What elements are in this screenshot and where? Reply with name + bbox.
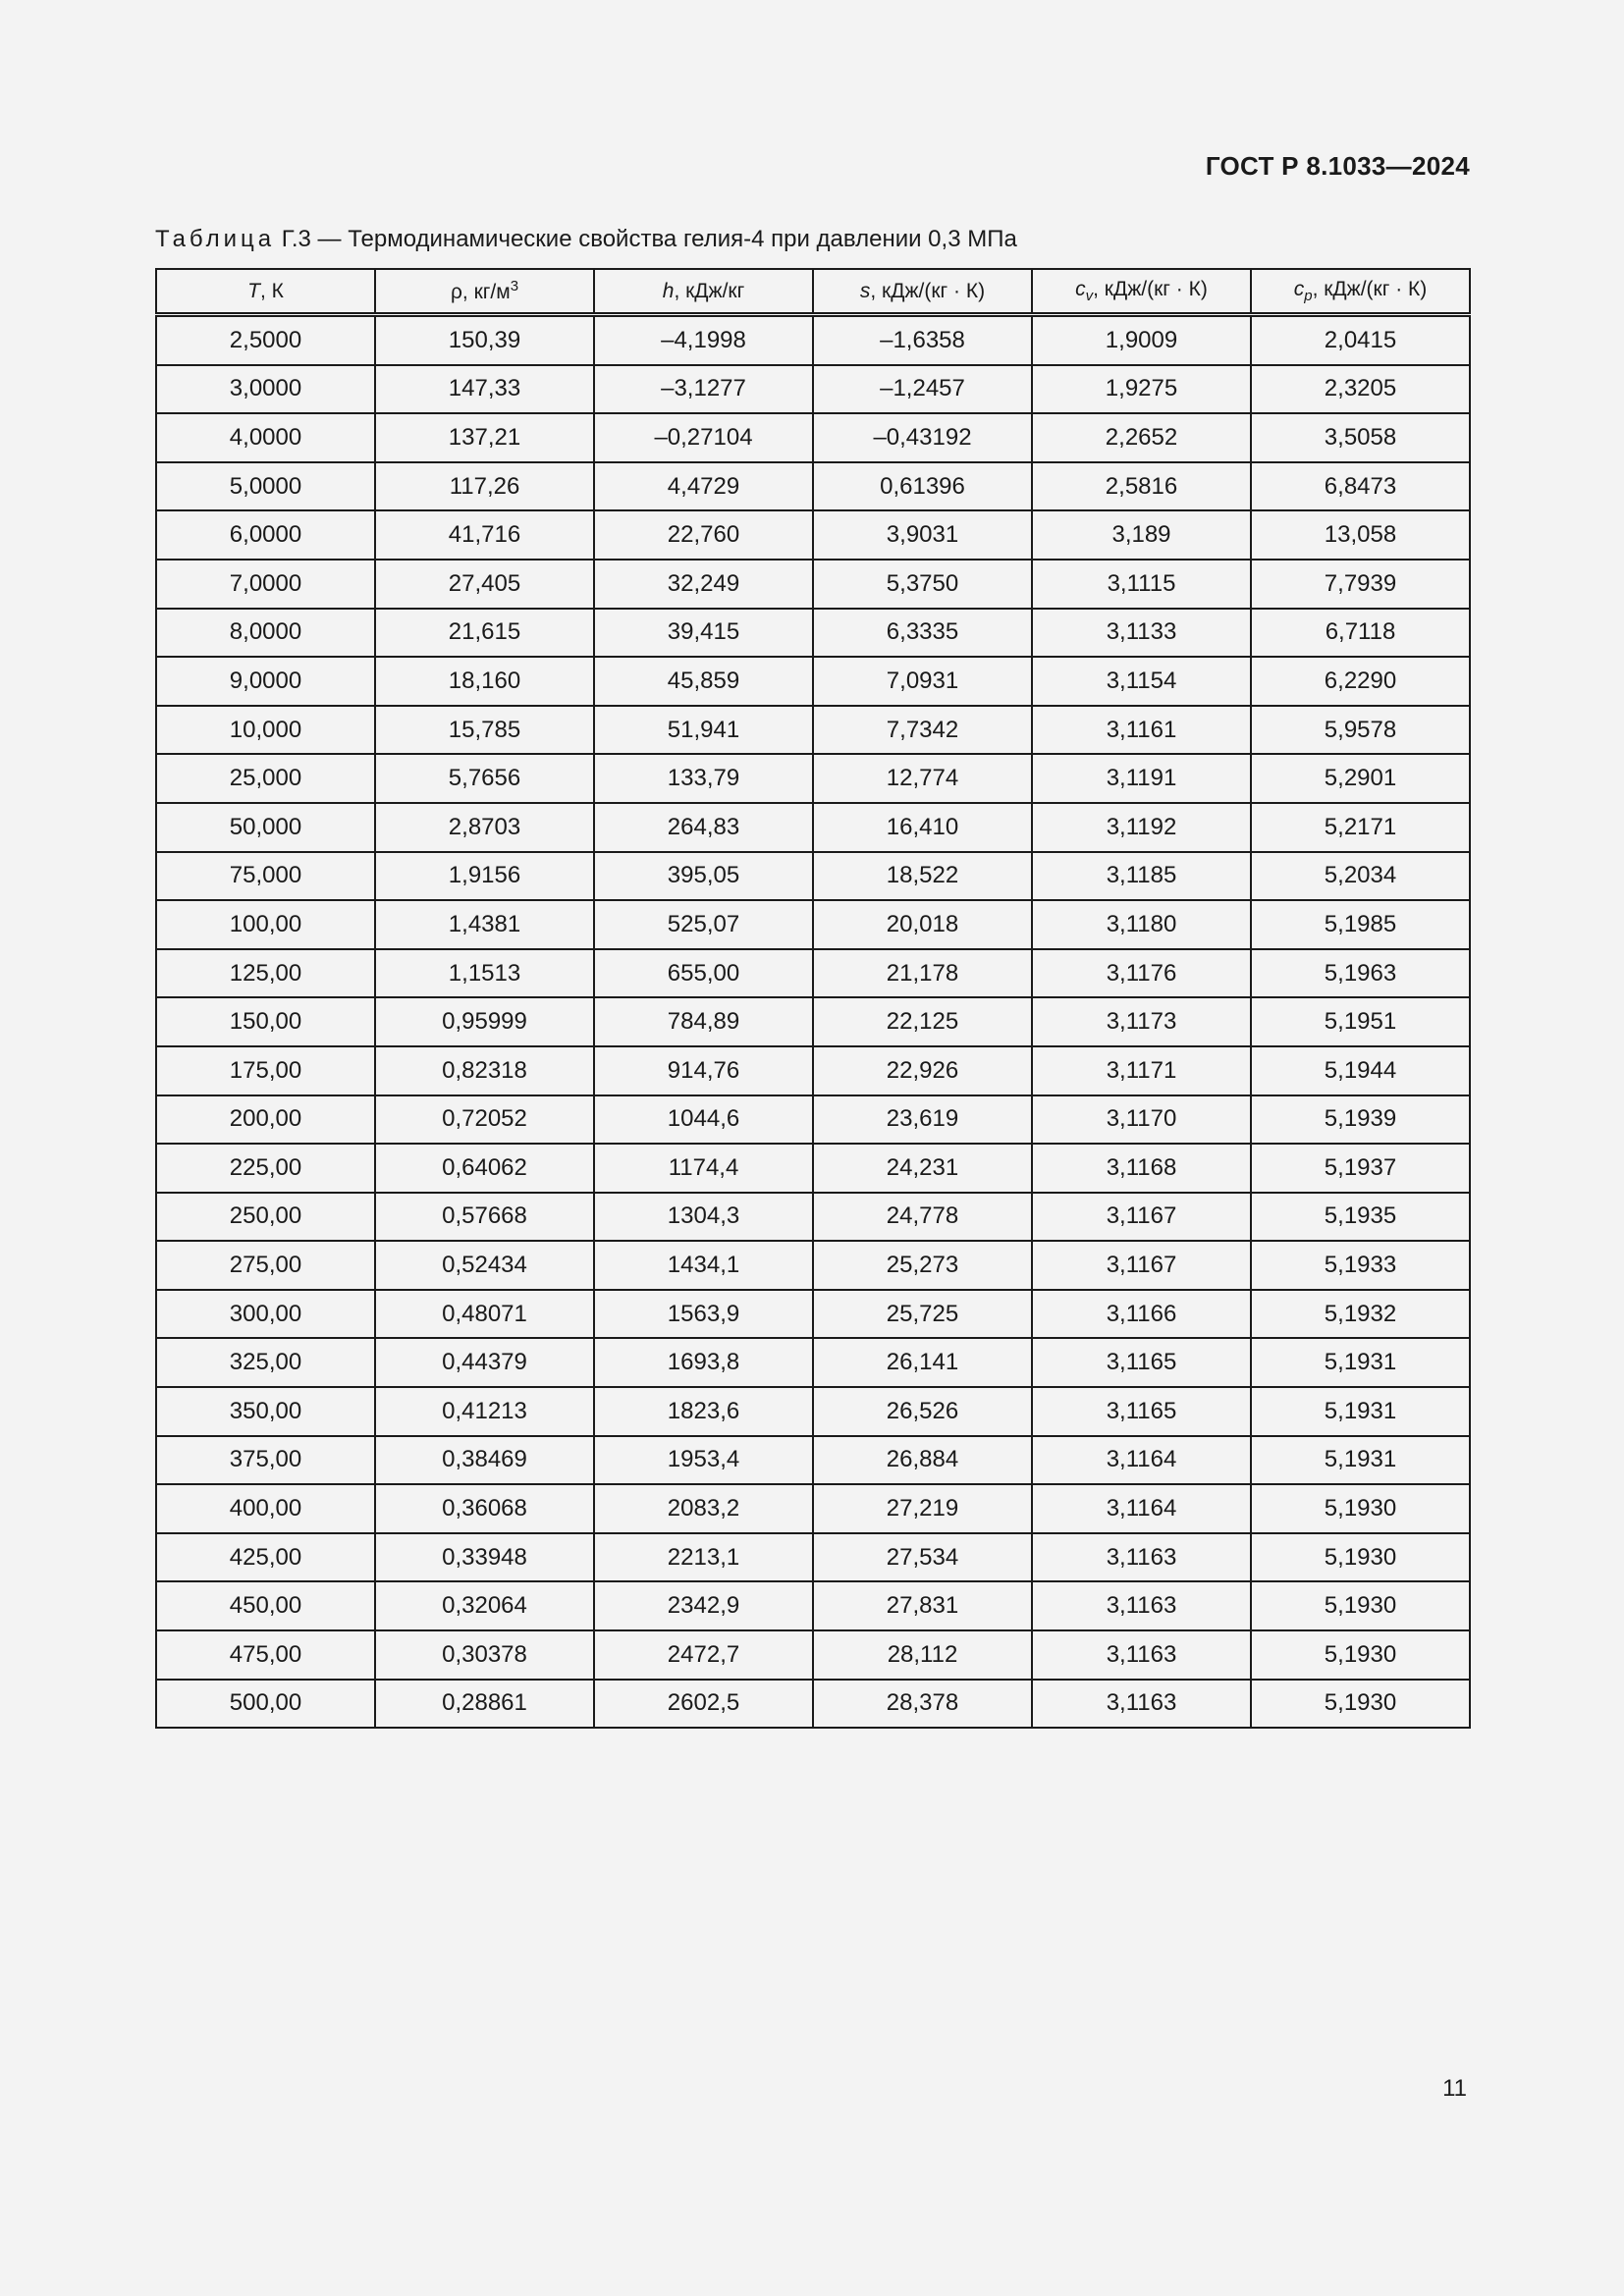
table-row — [156, 1338, 1470, 1387]
table-row — [156, 997, 1470, 1046]
column-symbol: T — [247, 279, 260, 302]
table-cell: 2,2652 — [1032, 413, 1251, 462]
table-cell: 51,941 — [594, 706, 813, 755]
table-row — [156, 1046, 1470, 1095]
table-cell: 200,00 — [156, 1095, 375, 1145]
column-symbol: s — [859, 279, 871, 302]
table-cell: 1563,9 — [594, 1290, 813, 1339]
table-row — [156, 706, 1470, 755]
table-cell: 117,26 — [375, 462, 594, 511]
table-cell: 4,0000 — [156, 413, 375, 462]
table-cell: 41,716 — [375, 510, 594, 560]
table-row — [156, 852, 1470, 901]
table-cell: 784,89 — [594, 997, 813, 1046]
table-cell: 6,0000 — [156, 510, 375, 560]
table-row — [156, 1436, 1470, 1485]
table-cell: 16,410 — [813, 803, 1032, 852]
table-cell: 2083,2 — [594, 1484, 813, 1533]
table-header-row — [156, 269, 1470, 315]
table-cell: 5,1937 — [1251, 1144, 1470, 1193]
table-cell: 5,1930 — [1251, 1581, 1470, 1630]
column-unit: , К — [259, 279, 284, 302]
table-cell: 3,1163 — [1032, 1630, 1251, 1680]
table-row — [156, 657, 1470, 706]
table-cell: 2,5816 — [1032, 462, 1251, 511]
table-cell: 0,30378 — [375, 1630, 594, 1680]
table-cell: –0,27104 — [594, 413, 813, 462]
table-cell: 425,00 — [156, 1533, 375, 1582]
table-cell: 26,526 — [813, 1387, 1032, 1436]
table-cell: 23,619 — [813, 1095, 1032, 1145]
table-cell: 3,1167 — [1032, 1241, 1251, 1290]
column-header-3 — [813, 269, 1032, 315]
table-cell: 27,405 — [375, 560, 594, 609]
table-row — [156, 1630, 1470, 1680]
table-row — [156, 413, 1470, 462]
table-cell: 22,760 — [594, 510, 813, 560]
table-cell: 5,1939 — [1251, 1095, 1470, 1145]
table-cell: 5,1931 — [1251, 1387, 1470, 1436]
page-number: 11 — [1442, 2075, 1467, 2102]
table-cell: 1823,6 — [594, 1387, 813, 1436]
table-cell: 3,1165 — [1032, 1387, 1251, 1436]
column-subscript: p — [1304, 288, 1313, 305]
table-cell: 13,058 — [1251, 510, 1470, 560]
column-header-4 — [1032, 269, 1251, 315]
table-cell: 20,018 — [813, 900, 1032, 949]
table-cell: 3,1168 — [1032, 1144, 1251, 1193]
table-cell: 5,2034 — [1251, 852, 1470, 901]
table-cell: 6,2290 — [1251, 657, 1470, 706]
column-unit: , кДж/(кг · К) — [1093, 277, 1208, 300]
column-symbol: h — [662, 279, 675, 302]
table-cell: 914,76 — [594, 1046, 813, 1095]
table-cell: 0,61396 — [813, 462, 1032, 511]
table-cell: 3,1191 — [1032, 754, 1251, 803]
table-cell: 3,1163 — [1032, 1533, 1251, 1582]
table-row — [156, 900, 1470, 949]
table-cell: –4,1998 — [594, 315, 813, 365]
table-cell: 28,112 — [813, 1630, 1032, 1680]
table-cell: 1,1513 — [375, 949, 594, 998]
table-cell: 400,00 — [156, 1484, 375, 1533]
properties-table — [155, 268, 1471, 1729]
table-cell: 3,1164 — [1032, 1436, 1251, 1485]
table-cell: 7,7939 — [1251, 560, 1470, 609]
table-cell: 3,0000 — [156, 365, 375, 414]
table-cell: 0,52434 — [375, 1241, 594, 1290]
table-cell: 32,249 — [594, 560, 813, 609]
table-cell: 0,64062 — [375, 1144, 594, 1193]
table-cell: 0,33948 — [375, 1533, 594, 1582]
column-unit: ρ, кг/м — [450, 281, 511, 303]
table-row — [156, 754, 1470, 803]
table-row — [156, 1193, 1470, 1242]
table-cell: 2,0415 — [1251, 315, 1470, 365]
table-cell: 7,0931 — [813, 657, 1032, 706]
table-cell: 6,3335 — [813, 609, 1032, 658]
table-cell: 1,9275 — [1032, 365, 1251, 414]
table-cell: 0,72052 — [375, 1095, 594, 1145]
table-cell: 475,00 — [156, 1630, 375, 1680]
table-cell: 45,859 — [594, 657, 813, 706]
table-cell: 250,00 — [156, 1193, 375, 1242]
table-cell: 3,1176 — [1032, 949, 1251, 998]
table-cell: 5,1932 — [1251, 1290, 1470, 1339]
table-cell: 39,415 — [594, 609, 813, 658]
column-symbol: c — [1293, 277, 1305, 300]
table-cell: 0,41213 — [375, 1387, 594, 1436]
table-row — [156, 1144, 1470, 1193]
table-row — [156, 365, 1470, 414]
table-cell: 0,36068 — [375, 1484, 594, 1533]
table-cell: 3,1133 — [1032, 609, 1251, 658]
table-cell: 0,82318 — [375, 1046, 594, 1095]
table-cell: 1174,4 — [594, 1144, 813, 1193]
table-cell: 264,83 — [594, 803, 813, 852]
table-cell: 1953,4 — [594, 1436, 813, 1485]
table-cell: 3,1167 — [1032, 1193, 1251, 1242]
table-cell: 3,1166 — [1032, 1290, 1251, 1339]
table-cell: 18,160 — [375, 657, 594, 706]
table-cell: 21,178 — [813, 949, 1032, 998]
table-cell: 1434,1 — [594, 1241, 813, 1290]
table-cell: 150,39 — [375, 315, 594, 365]
table-cell: 395,05 — [594, 852, 813, 901]
table-cell: 27,219 — [813, 1484, 1032, 1533]
table-cell: 1,4381 — [375, 900, 594, 949]
table-row — [156, 1290, 1470, 1339]
table-cell: 24,778 — [813, 1193, 1032, 1242]
table-cell: 1304,3 — [594, 1193, 813, 1242]
table-cell: 5,1985 — [1251, 900, 1470, 949]
table-cell: 147,33 — [375, 365, 594, 414]
table-cell: 3,1163 — [1032, 1680, 1251, 1729]
table-cell: 3,1163 — [1032, 1581, 1251, 1630]
column-superscript: 3 — [510, 278, 519, 294]
table-cell: 21,615 — [375, 609, 594, 658]
table-cell: 5,1930 — [1251, 1680, 1470, 1729]
table-cell: 300,00 — [156, 1290, 375, 1339]
column-header-0 — [156, 269, 375, 315]
table-cell: 3,5058 — [1251, 413, 1470, 462]
table-cell: 28,378 — [813, 1680, 1032, 1729]
table-cell: 0,48071 — [375, 1290, 594, 1339]
table-cell: 325,00 — [156, 1338, 375, 1387]
table-cell: 5,1931 — [1251, 1436, 1470, 1485]
table-cell: 450,00 — [156, 1581, 375, 1630]
table-cell: 5,2171 — [1251, 803, 1470, 852]
table-row — [156, 462, 1470, 511]
table-cell: 3,1115 — [1032, 560, 1251, 609]
table-cell: 15,785 — [375, 706, 594, 755]
table-cell: 0,38469 — [375, 1436, 594, 1485]
table-cell: 100,00 — [156, 900, 375, 949]
table-cell: 2342,9 — [594, 1581, 813, 1630]
column-header-1 — [375, 269, 594, 315]
table-cell: 7,7342 — [813, 706, 1032, 755]
table-cell: 22,926 — [813, 1046, 1032, 1095]
table-cell: 5,1930 — [1251, 1630, 1470, 1680]
table-row — [156, 315, 1470, 365]
table-body — [156, 315, 1470, 1729]
table-cell: 3,9031 — [813, 510, 1032, 560]
document-code: ГОСТ Р 8.1033—2024 — [1205, 151, 1470, 181]
table-cell: 125,00 — [156, 949, 375, 998]
table-cell: 27,534 — [813, 1533, 1032, 1582]
table-cell: 5,9578 — [1251, 706, 1470, 755]
table-cell: 500,00 — [156, 1680, 375, 1729]
table-cell: 5,0000 — [156, 462, 375, 511]
table-row — [156, 609, 1470, 658]
table-cell: 8,0000 — [156, 609, 375, 658]
table-cell: 2,5000 — [156, 315, 375, 365]
table-row — [156, 560, 1470, 609]
table-cell: –1,2457 — [813, 365, 1032, 414]
table-cell: 25,273 — [813, 1241, 1032, 1290]
table-cell: 25,725 — [813, 1290, 1032, 1339]
table-cell: 150,00 — [156, 997, 375, 1046]
table-cell: 0,32064 — [375, 1581, 594, 1630]
table-caption — [155, 226, 1017, 253]
table-cell: 5,2901 — [1251, 754, 1470, 803]
table-cell: 0,57668 — [375, 1193, 594, 1242]
table-cell: 275,00 — [156, 1241, 375, 1290]
column-unit: , кДж/(кг · К) — [870, 279, 986, 302]
table-cell: 2472,7 — [594, 1630, 813, 1680]
table-cell: 4,4729 — [594, 462, 813, 511]
table-row — [156, 1095, 1470, 1145]
column-symbol: c — [1075, 277, 1086, 300]
table-cell: 3,1185 — [1032, 852, 1251, 901]
table-cell: 26,884 — [813, 1436, 1032, 1485]
table-cell: 5,1931 — [1251, 1338, 1470, 1387]
table-cell: 655,00 — [594, 949, 813, 998]
table-cell: 25,000 — [156, 754, 375, 803]
table-row — [156, 1533, 1470, 1582]
table-cell: 0,95999 — [375, 997, 594, 1046]
table-cell: 1,9009 — [1032, 315, 1251, 365]
table-caption-text: Г.3 — Термодинамические свойства гелия-4 при давлении 0,3 МПа — [275, 226, 1017, 252]
table-cell: 6,7118 — [1251, 609, 1470, 658]
table-cell: 5,7656 — [375, 754, 594, 803]
table-cell: 375,00 — [156, 1436, 375, 1485]
table-cell: 5,1944 — [1251, 1046, 1470, 1095]
table-cell: 225,00 — [156, 1144, 375, 1193]
column-header-2 — [594, 269, 813, 315]
table-cell: 2,8703 — [375, 803, 594, 852]
table-cell: 26,141 — [813, 1338, 1032, 1387]
table-cell: 2602,5 — [594, 1680, 813, 1729]
table-cell: 3,1170 — [1032, 1095, 1251, 1145]
table-cell: 24,231 — [813, 1144, 1032, 1193]
table-cell: 12,774 — [813, 754, 1032, 803]
table-cell: 2,3205 — [1251, 365, 1470, 414]
table-cell: 3,1154 — [1032, 657, 1251, 706]
column-header-5 — [1251, 269, 1470, 315]
table-cell: 3,1173 — [1032, 997, 1251, 1046]
table-row — [156, 949, 1470, 998]
table-cell: 3,1161 — [1032, 706, 1251, 755]
table-cell: 3,1180 — [1032, 900, 1251, 949]
table-cell: 5,1933 — [1251, 1241, 1470, 1290]
column-unit: , кДж/(кг · К) — [1312, 277, 1428, 300]
table-cell: 10,000 — [156, 706, 375, 755]
table-cell: 3,1164 — [1032, 1484, 1251, 1533]
table-cell: 1044,6 — [594, 1095, 813, 1145]
table-cell: 350,00 — [156, 1387, 375, 1436]
table-cell: 133,79 — [594, 754, 813, 803]
table-row — [156, 1484, 1470, 1533]
table-row — [156, 510, 1470, 560]
table-row — [156, 1387, 1470, 1436]
table-cell: 50,000 — [156, 803, 375, 852]
table-cell: 5,1935 — [1251, 1193, 1470, 1242]
table-cell: 1,9156 — [375, 852, 594, 901]
table-cell: 3,1171 — [1032, 1046, 1251, 1095]
table-cell: 9,0000 — [156, 657, 375, 706]
column-unit: , кДж/кг — [674, 279, 745, 302]
table-cell: 5,1951 — [1251, 997, 1470, 1046]
table-cell: 0,28861 — [375, 1680, 594, 1729]
table-cell: 2213,1 — [594, 1533, 813, 1582]
table-cell: 18,522 — [813, 852, 1032, 901]
table-cell: 6,8473 — [1251, 462, 1470, 511]
table-cell: 75,000 — [156, 852, 375, 901]
table-row — [156, 1680, 1470, 1729]
column-subscript: v — [1085, 288, 1094, 305]
table-cell: 175,00 — [156, 1046, 375, 1095]
table-caption-lead: Таблица — [155, 226, 276, 252]
table-cell: 525,07 — [594, 900, 813, 949]
table-cell: 5,1930 — [1251, 1484, 1470, 1533]
table-cell: 1693,8 — [594, 1338, 813, 1387]
table-row — [156, 1581, 1470, 1630]
table-cell: –3,1277 — [594, 365, 813, 414]
table-cell: 7,0000 — [156, 560, 375, 609]
table-cell: 5,1963 — [1251, 949, 1470, 998]
table-row — [156, 803, 1470, 852]
table-cell: 3,189 — [1032, 510, 1251, 560]
table-cell: 5,3750 — [813, 560, 1032, 609]
table-cell: 3,1165 — [1032, 1338, 1251, 1387]
table-cell: 5,1930 — [1251, 1533, 1470, 1582]
table-cell: 27,831 — [813, 1581, 1032, 1630]
table-cell: 137,21 — [375, 413, 594, 462]
table-cell: 22,125 — [813, 997, 1032, 1046]
table-row — [156, 1241, 1470, 1290]
table-cell: 0,44379 — [375, 1338, 594, 1387]
table-cell: –1,6358 — [813, 315, 1032, 365]
table-cell: 3,1192 — [1032, 803, 1251, 852]
table-cell: –0,43192 — [813, 413, 1032, 462]
